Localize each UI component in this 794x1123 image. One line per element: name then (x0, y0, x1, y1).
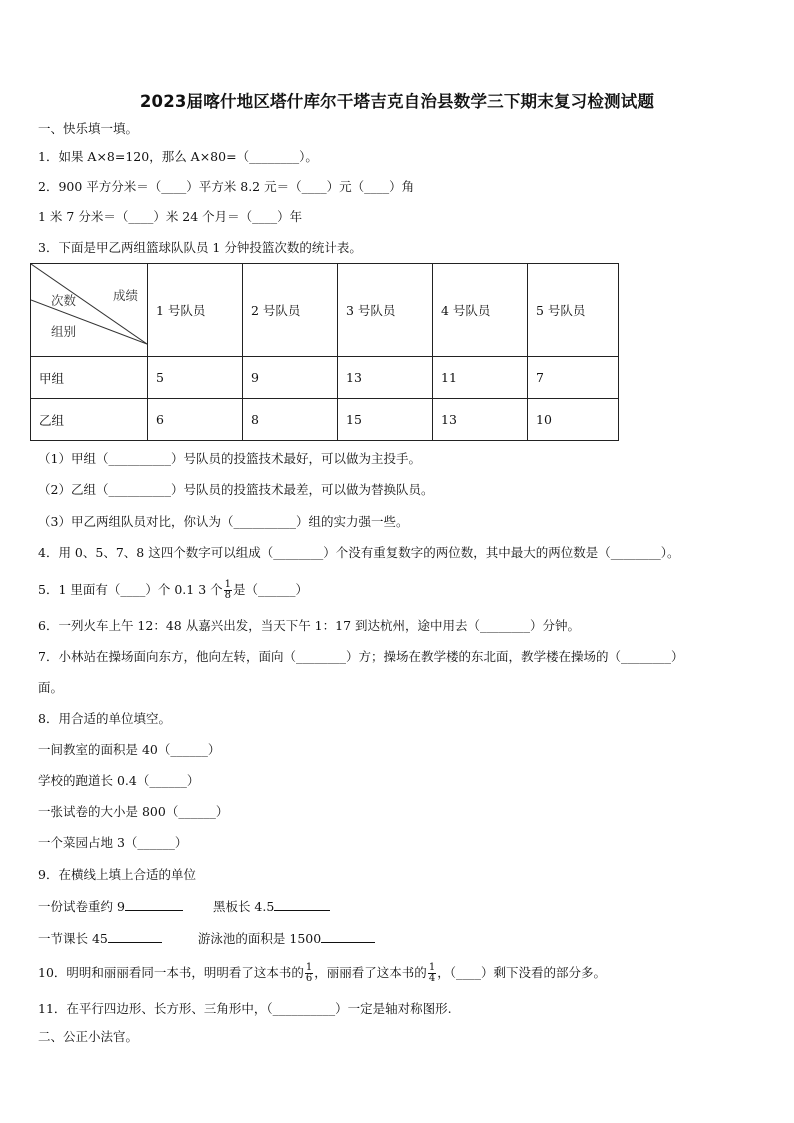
cell-yi-5: 10 (528, 399, 619, 441)
table-row-jia (31, 357, 619, 399)
question-3: 3．下面是甲乙两组篮球队队员 1 分钟投篮次数的统计表。 (38, 240, 362, 255)
cell-jia-2: 9 (243, 357, 338, 399)
corner-label-count: 次数 (51, 293, 77, 308)
frac-numerator: 1 (224, 579, 232, 590)
corner-label-group: 组别 (51, 324, 77, 339)
question-6: 6．一列火车上午 12：48 从嘉兴出发，当天下午 1：17 到达杭州，途中用去（________）分钟。 (38, 618, 581, 633)
frac-denominator: 4 (428, 973, 436, 984)
row-label-yi: 乙组 (31, 399, 148, 441)
fraction-one-eighth (224, 580, 232, 601)
fraction-one-quarter (428, 963, 436, 984)
cell-yi-4: 13 (433, 399, 528, 441)
q9-2a-text: 一节课长 45 (38, 931, 108, 946)
question-3-3: （3）甲乙两组队员对比，你认为（__________）组的实力强一些。 (38, 514, 409, 529)
question-11: 11．在平行四边形、长方形、三角形中，（__________）一定是轴对称图形. (38, 1001, 452, 1016)
table-row-yi (31, 399, 619, 441)
diagonal-lines (31, 264, 147, 356)
cell-yi-1: 6 (148, 399, 243, 441)
frac-numerator: 1 (305, 962, 313, 973)
question-2a: 2．900 平方分米＝（____）平方米 8.2 元＝（____）元（____）角 (38, 179, 415, 194)
blank-line (125, 898, 183, 911)
question-3-2: （2）乙组（__________）号队员的投篮技术最差，可以做为替换队员。 (38, 482, 434, 497)
question-8-4: 一个菜园占地 3（______） (38, 835, 188, 850)
question-9: 9．在横线上填上合适的单位 (38, 867, 196, 882)
corner-label-score: 成绩 (113, 288, 139, 303)
header-player-2: 2 号队员 (243, 264, 338, 357)
fraction-one-sixth (305, 963, 313, 984)
q5-suffix: 是（______） (233, 582, 309, 597)
cell-jia-5: 7 (528, 357, 619, 399)
header-player-1: 1 号队员 (148, 264, 243, 357)
cell-jia-1: 5 (148, 357, 243, 399)
q10-prefix: 10．明明和丽丽看同一本书，明明看了这本书的 (38, 965, 304, 980)
header-player-4: 4 号队员 (433, 264, 528, 357)
question-10 (38, 963, 606, 984)
q9-1a-text: 一份试卷重约 9 (38, 899, 125, 914)
section-1-heading: 一、快乐填一填。 (38, 121, 139, 136)
q9-1b-text: 黑板长 4.5 (212, 899, 275, 914)
header-player-3: 3 号队员 (338, 264, 433, 357)
question-8-3: 一张试卷的大小是 800（______） (38, 804, 229, 819)
question-1: 1．如果 A×8=120，那么 A×80=（________）。 (38, 149, 318, 164)
question-2b: 1 米 7 分米＝（____）米 24 个月＝（____）年 (38, 209, 303, 224)
q10-middle: ，丽丽看了这本书的 (314, 965, 427, 980)
score-table (30, 263, 619, 441)
question-9-2 (38, 930, 375, 947)
page-title: 2023届喀什地区塔什库尔干塔吉克自治县数学三下期末复习检测试题 (139, 92, 655, 111)
header-player-5: 5 号队员 (528, 264, 619, 357)
frac-denominator: 8 (224, 590, 232, 601)
cell-jia-3: 13 (338, 357, 433, 399)
question-8-1: 一间教室的面积是 40（______） (38, 742, 221, 757)
question-8-2: 学校的跑道长 0.4（______） (38, 773, 200, 788)
question-7b: 面。 (38, 680, 64, 695)
blank-line (321, 930, 375, 943)
question-7a: 7．小林站在操场面向东方，他向左转，面向（________）方；操场在教学楼的东北面，教学楼在操场的（________） (38, 649, 684, 664)
question-9-1 (38, 898, 330, 915)
cell-yi-2: 8 (243, 399, 338, 441)
q10-suffix: ，（____）剩下没看的部分多。 (437, 965, 606, 980)
row-label-jia: 甲组 (31, 357, 148, 399)
frac-denominator: 6 (305, 973, 313, 984)
q5-prefix: 5．1 里面有（____）个 0.1 3 个 (38, 582, 223, 597)
blank-line (274, 898, 330, 911)
question-3-1: （1）甲组（__________）号队员的投篮技术最好，可以做为主投手。 (38, 451, 421, 466)
q9-2b-text: 游泳池的面积是 1500 (197, 931, 322, 946)
frac-numerator: 1 (428, 962, 436, 973)
question-8: 8．用合适的单位填空。 (38, 711, 171, 726)
question-4: 4．用 0、5、7、8 这四个数字可以组成（________）个没有重复数字的两位数，其中最大的两位数是（________）。 (38, 545, 680, 560)
section-2-heading: 二、公正小法官。 (38, 1029, 139, 1044)
cell-yi-3: 15 (338, 399, 433, 441)
table-header-row (31, 264, 619, 357)
question-5 (38, 580, 308, 601)
table-corner-cell (31, 264, 148, 357)
blank-line (108, 930, 162, 943)
cell-jia-4: 11 (433, 357, 528, 399)
